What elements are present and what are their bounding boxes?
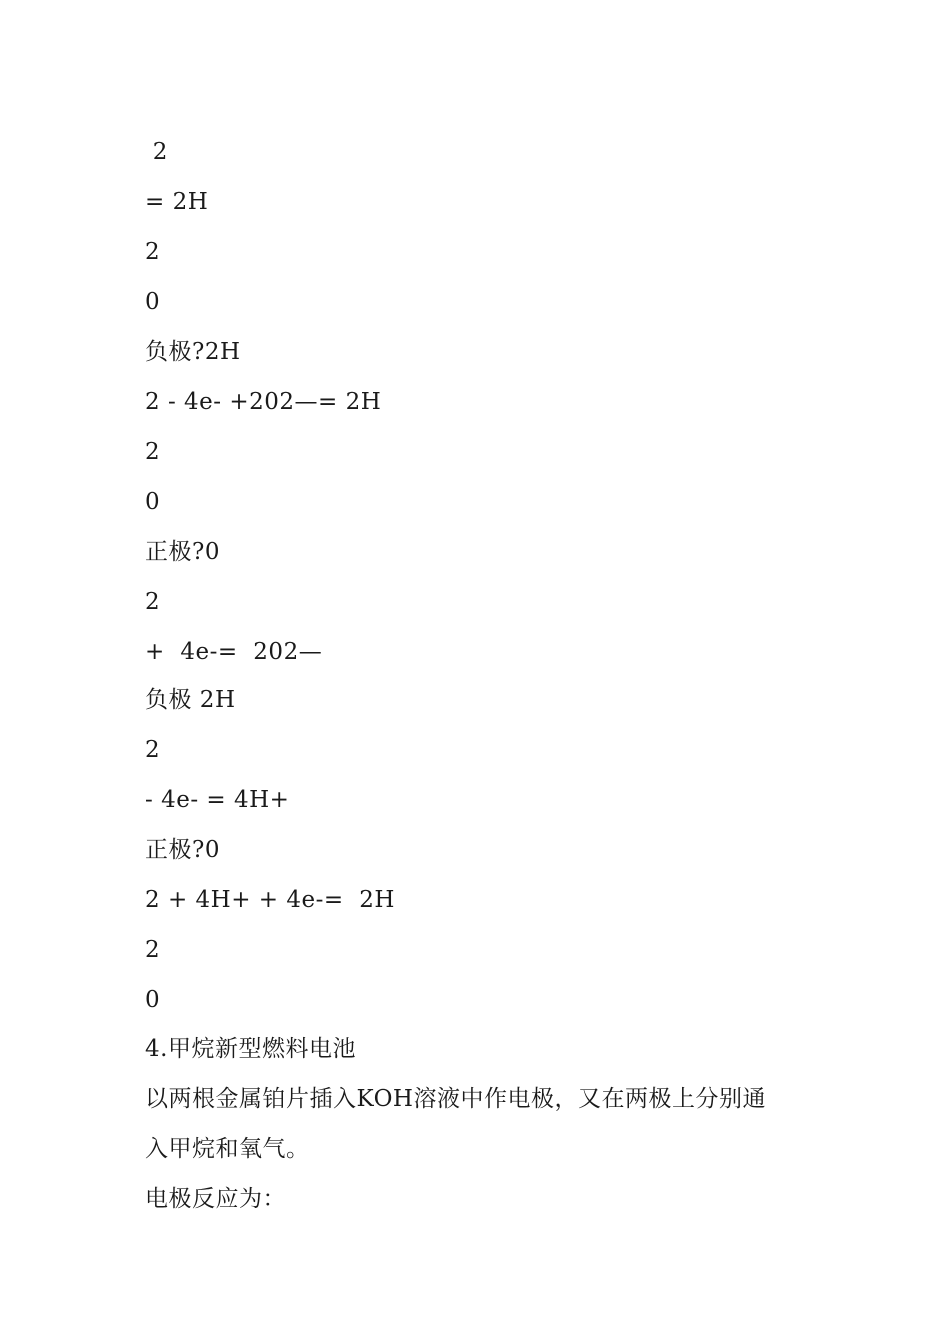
paragraph-line-1: 以两根金属铂片插入KOH溶液中作电极，又在两极上分别通 [145,1086,766,1112]
text-line-12: 负极 2H [145,687,236,713]
text-line-15: 正极?0 [145,837,220,863]
paragraph-line-3: 电极反应为： [145,1186,286,1212]
text-line-4: 0 [145,289,161,315]
text-line-2: = 2H [145,189,209,215]
text-line-6: 2 - 4e- +202—= 2H [145,389,382,415]
text-line-16: 2 + 4H+ + 4e-= 2H [145,887,395,913]
text-line-3: 2 [145,239,161,265]
text-line-5: 负极?2H [145,339,241,365]
section-heading: 4.甲烷新型燃料电池 [145,1036,356,1062]
text-line-7: 2 [145,439,161,465]
text-line-17: 2 [145,937,161,963]
text-line-11: + 4e-= 202— [145,639,323,665]
text-line-1: 2 [145,139,168,165]
text-line-8: 0 [145,489,161,515]
text-line-10: 2 [145,589,161,615]
text-line-9: 正极?0 [145,539,220,565]
text-line-18: 0 [145,987,161,1013]
paragraph-line-2: 入甲烷和氧气。 [145,1136,310,1162]
text-line-14: - 4e- = 4H+ [145,787,290,813]
text-line-13: 2 [145,737,161,763]
